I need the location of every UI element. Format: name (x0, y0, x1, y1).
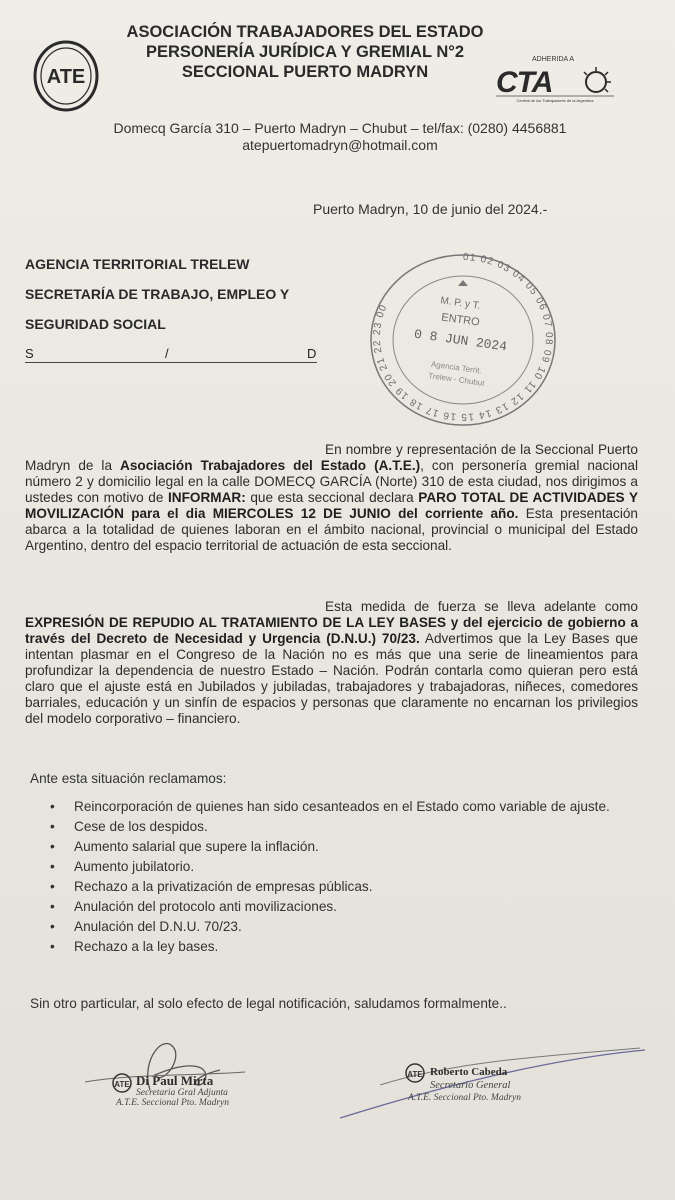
org-name: ASOCIACIÓN TRABAJADORES DEL ESTADO (126, 23, 484, 41)
demands-list (50, 799, 640, 959)
svg-text:ATE: ATE (407, 1070, 423, 1079)
list-item: • Aumento jubilatorio. (50, 859, 640, 875)
list-item: • Rechazo a la privatización de empresas públicas. (50, 879, 640, 895)
list-item: • Anulación del D.N.U. 70/23. (50, 919, 640, 935)
stamp-agency: Agencia Territ. (430, 359, 483, 376)
list-item: • Anulación del protocolo anti movilizaciones. (50, 899, 640, 915)
cta-adherida-label: ADHERIDA A (532, 56, 575, 63)
org-legal-status: PERSONERÍA JURÍDICA Y GREMIAL N°2 (145, 43, 465, 61)
list-item: • Aumento salarial que supere la inflación. (50, 839, 640, 855)
ate-logo-icon (33, 40, 99, 112)
paragraph-2: Esta medida de fuerza se lleva adelante como EXPRESIÓN DE REPUDIO AL TRATAMIENTO DE LA LEY BASES y del ejercicio de gobierno a través del Decreto de Necesidad y Urgencia (D.N.U.) 70/23. Advertimos que la Ley Bases que intentan plasmar en el Congreso de la Nación no es más que una serie de lineamientos para profundizar la dependencia de nuestro Estado – Nación. Podrán contarla como quieran pero está claro que el ajuste está en Jubilados y jubiladas, trabajadores y trabajadoras, niñeces, comedores barriales, educación y un sinfín de espacios y personas que claramente no encarnan los privilegios del modelo corporativo – financiero. (25, 599, 638, 726)
letter-date: Puerto Madryn, 10 de junio del 2024.- (313, 201, 548, 217)
cta-caption: Central de los Trabajadores de la Argentina (516, 98, 594, 103)
org-address: Domecq García 310 – Puerto Madryn – Chubut – tel/fax: (0280) 4456881 (113, 120, 567, 136)
svg-text:ATE: ATE (114, 1080, 130, 1089)
salutation-line (25, 346, 317, 363)
stamp-date: 0 8 JUN 2024 (413, 326, 508, 355)
closing-line: Sin otro particular, al solo efecto de legal notificación, saludamos formalmente.. (30, 996, 507, 1011)
cta-logo-text: CTA (496, 66, 553, 99)
right-signer-name: Roberto Cabeda (430, 1066, 508, 1078)
salutation-s: S (25, 346, 34, 361)
salutation-slash: / (165, 346, 169, 361)
left-signer-name: Di Paul Mirta (136, 1073, 214, 1088)
org-email[interactable]: atepuertomadryn@hotmail.com (242, 137, 438, 153)
salutation-d: D (307, 346, 317, 361)
right-signer-title: Secretario General (430, 1080, 511, 1091)
addressee-line-3: SEGURIDAD SOCIAL (25, 316, 166, 332)
cta-logo-icon (492, 52, 618, 104)
right-signer-org: A.T.E. Seccional Pto. Madryn (408, 1093, 522, 1103)
addressee-line-1: AGENCIA TERRITORIAL TRELEW (25, 256, 250, 272)
stamp-entro: ENTRO (440, 311, 481, 329)
left-signer-title: Secretaria Gral Adjunta (136, 1088, 228, 1098)
stamp-ministry: M. P. y T. (439, 295, 482, 312)
list-item: • Cese de los despidos. (50, 819, 640, 835)
reception-stamp (368, 252, 558, 428)
org-section: SECCIONAL PUERTO MADRYN (181, 63, 429, 81)
list-item: • Rechazo a la ley bases. (50, 939, 640, 955)
addressee-line-2: SECRETARÍA DE TRABAJO, EMPLEO Y (25, 286, 290, 302)
ate-logo-text: ATE (46, 66, 86, 88)
paragraph-1: En nombre y representación de la Seccional Puerto Madryn de la Asociación Trabajadores del Estado (A.T.E.), con personería gremial nacional número 2 y domicilio legal en la calle DOMECQ GARCÍA (Norte) 310 de esta ciudad, nos dirigimos a ustedes con motivo de INFORMAR: que esta seccional declara PARO TOTAL DE ACTIVIDADES Y MOVILIZACIÓN para el dia MIERCOLES 12 DE JUNIO del corriente año. Esta presentación abarca a la totalidad de quienes laboran en el ámbito nacional, provincial o municipal del Estado Argentino, dentro del espacio territorial de actuación de esta seccional. (25, 442, 639, 553)
demands-intro: Ante esta situación reclamamos: (30, 771, 227, 786)
list-item: • Reincorporación de quienes han sido cesanteados en el Estado como variable de ajuste. (50, 799, 640, 815)
stamp-location: Trelew - Chubut (427, 371, 486, 388)
stamp-hour-ring: 01 02 03 04 05 06 07 08 09 10 11 12 13 14 15 16 17 18 19 20 21 22 23 00 (371, 252, 555, 423)
left-signer-org: A.T.E. Seccional Pto. Madryn (116, 1098, 230, 1108)
